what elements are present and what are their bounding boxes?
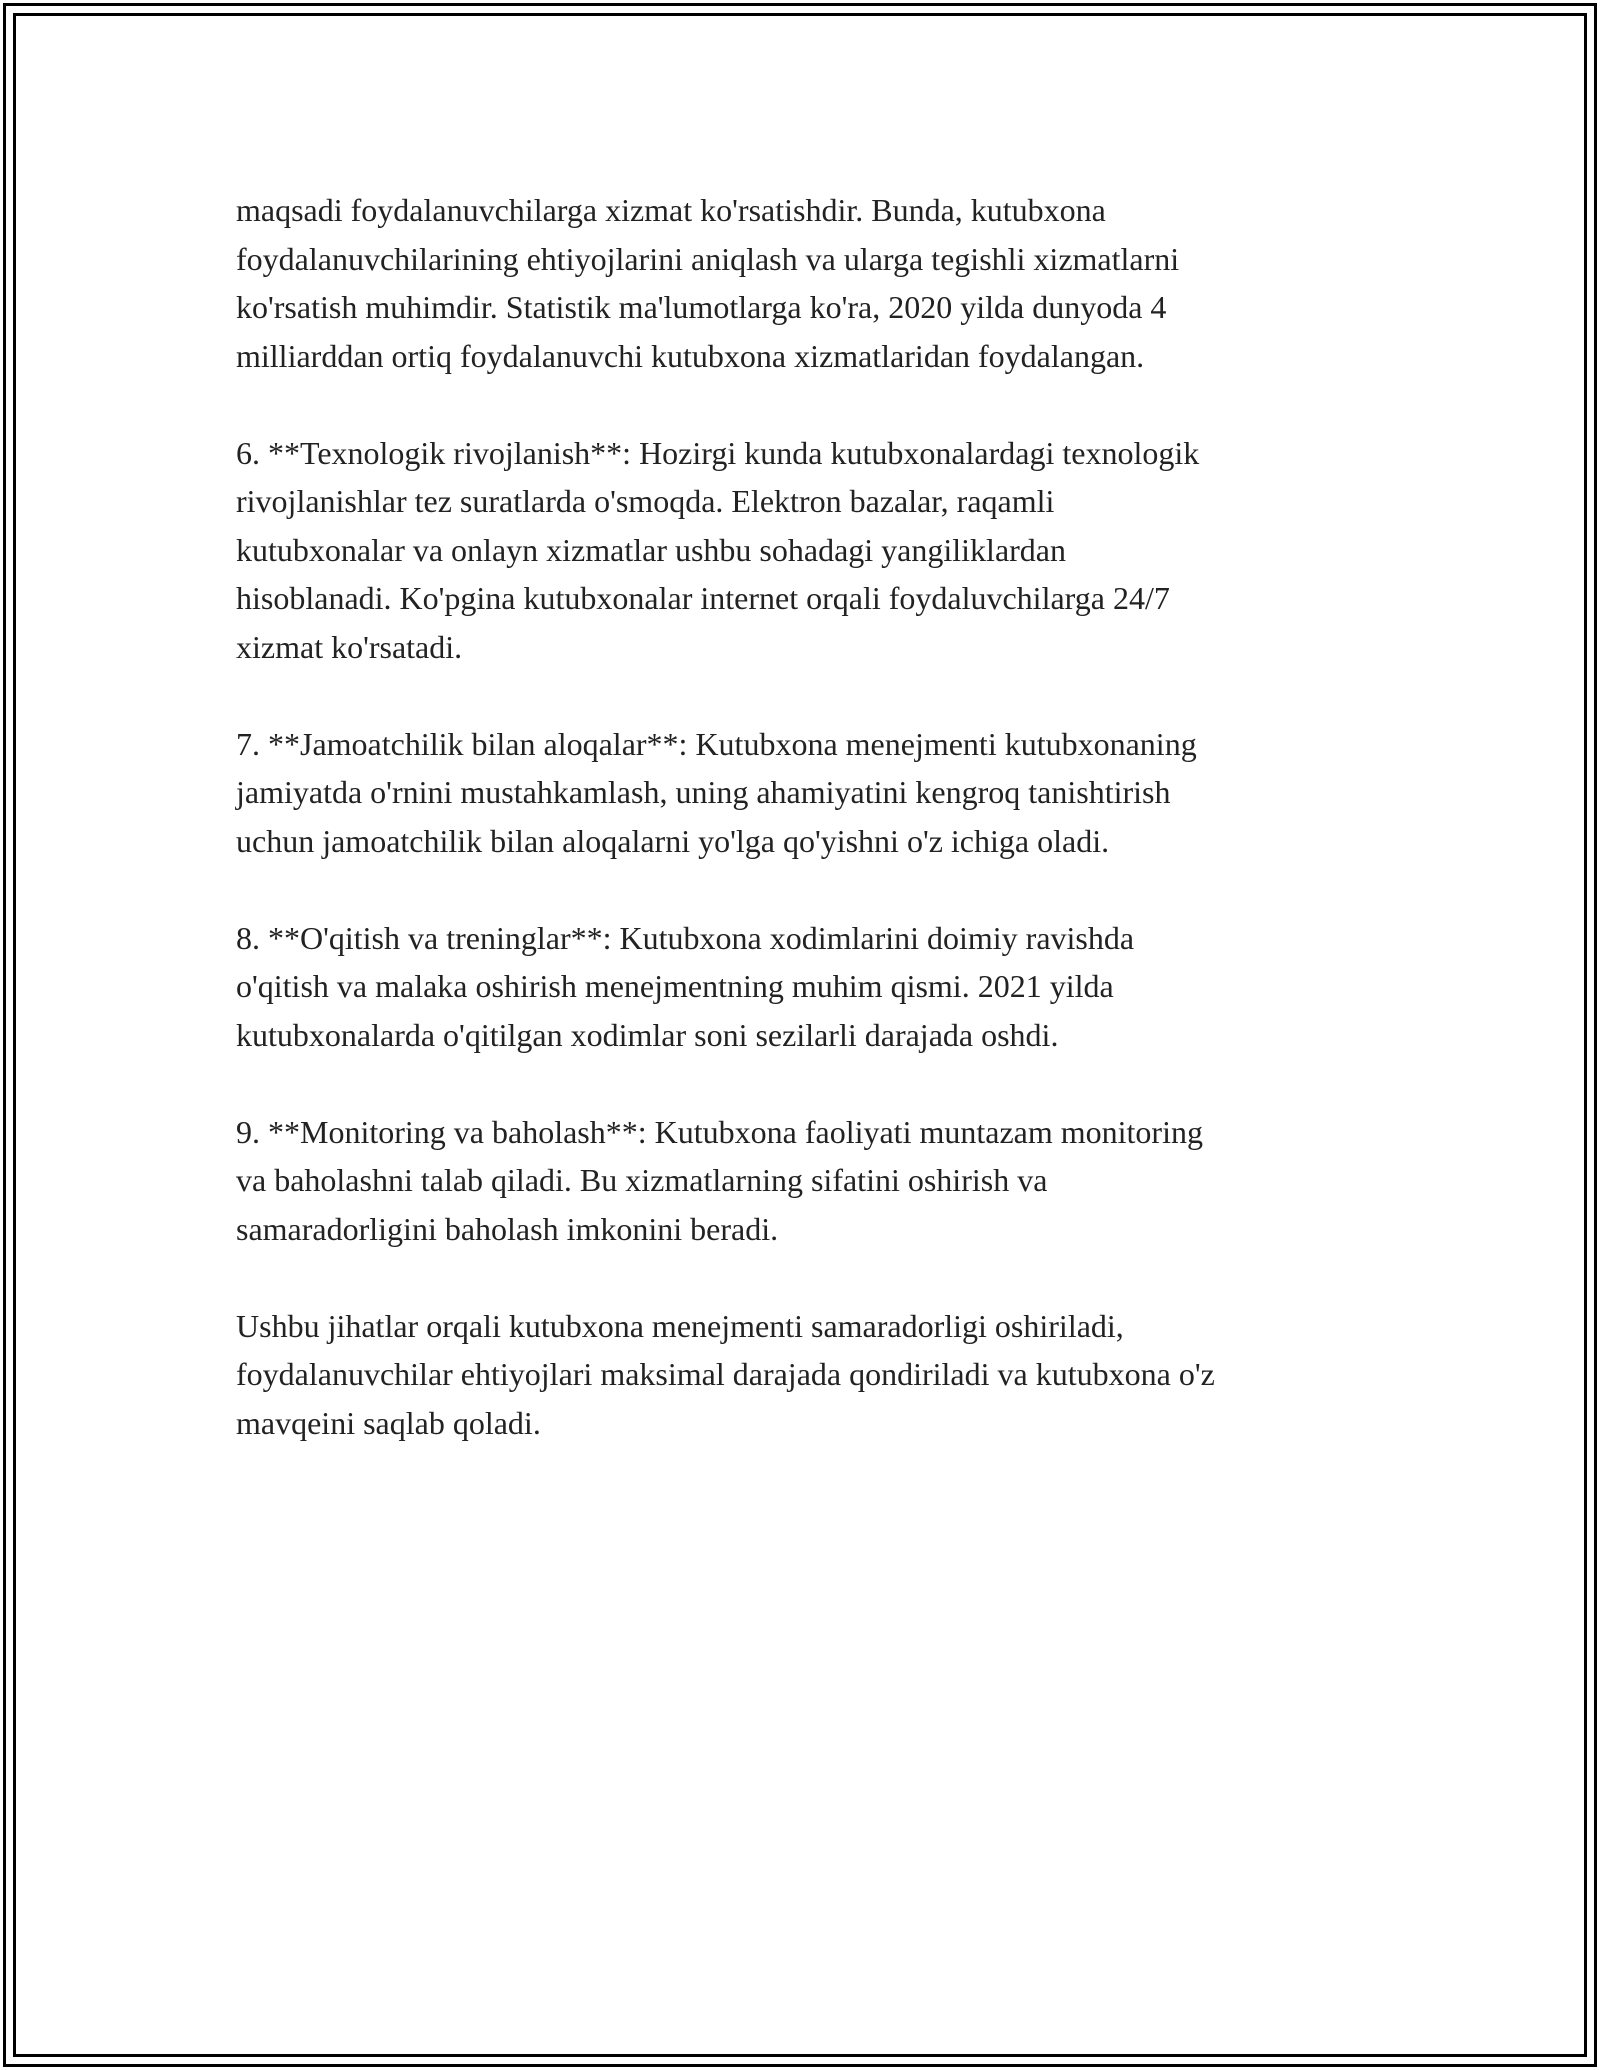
paragraph-item-7-public-relations: 7. **Jamoatchilik bilan aloqalar**: Kutubxona menejmenti kutubxonaning jamiyatda o'rnini mustahkamlash, uning ahamiyatini kengroq tanishtirish uchun jamoatchilik bilan aloqalarni yo'lga qo'yishni o'z ichiga oladi. xyxy=(236,725,1197,859)
paragraph-item-6-technology: 6. **Texnologik rivojlanish**: Hozirgi kunda kutubxonalardagi texnologik rivojlanishlar tez suratlarda o'smoqda. Elektron bazalar, raqamli kutubxonalar va onlayn xizmatlar ushbu sohadagi yangiliklardan hisoblanadi. Ko'pgina kutubxonalar internet orqali foydaluvchilarga 24/7 xizmat ko'rsatadi. xyxy=(236,434,1200,665)
paragraph-item-8-training: 8. **O'qitish va treninglar**: Kutubxona xodimlarini doimiy ravishda o'qitish va malaka oshirish menejmentning muhim qismi. 2021 yilda kutubxonalarda o'qitilgan xodimlar soni sezilarli darajada oshdi. xyxy=(236,919,1135,1053)
document-body xyxy=(236,186,1366,1496)
paragraph-intro: maqsadi foydalanuvchilarga xizmat ko'rsatishdir. Bunda, kutubxona foydalanuvchilarining ehtiyojlarini aniqlash va ularga tegishli xizmatlarni ko'rsatish muhimdir. Statistik ma'lumotlarga ko'ra, 2020 yilda dunyoda 4 milliarddan ortiq foydalanuvchi kutubxona xizmatlaridan foydalangan. xyxy=(236,192,1180,374)
paragraph-item-9-monitoring: 9. **Monitoring va baholash**: Kutubxona faoliyati muntazam monitoring va baholashni talab qiladi. Bu xizmatlarning sifatini oshirish va samaradorligini baholash imkonini beradi. xyxy=(236,1113,1203,1247)
paragraph-conclusion: Ushbu jihatlar orqali kutubxona menejmenti samaradorligi oshiriladi, foydalanuvchilar ehtiyojlari maksimal darajada qondiriladi va kutubxona o'z mavqeini saqlab qoladi. xyxy=(236,1307,1215,1441)
